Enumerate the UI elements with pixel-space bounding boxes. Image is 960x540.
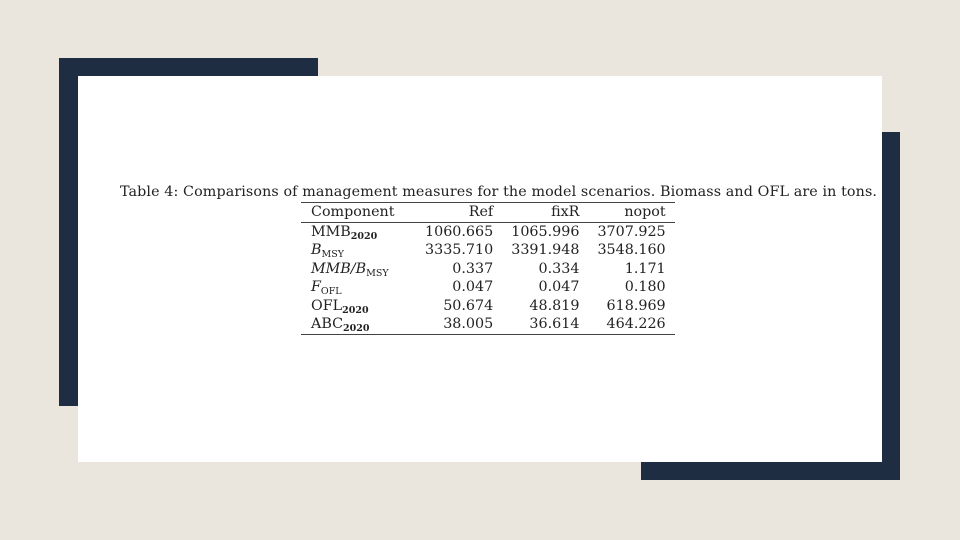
row-label: MMB/$B_{MSY}$ bbox=[311, 260, 389, 279]
table-row bbox=[301, 278, 675, 297]
cell-fixr: 0.334 bbox=[538, 260, 580, 277]
cell-nopot: 464.226 bbox=[606, 316, 666, 333]
row-label: $F_{OFL}$ bbox=[311, 279, 342, 298]
table-caption: Table 4: Comparisons of management measures for the model scenarios. Biomass and OFL are in tons. bbox=[120, 184, 878, 200]
cell-nopot: 0.180 bbox=[624, 279, 666, 296]
row-label: $B_{MSY}$ bbox=[311, 242, 345, 261]
table-row bbox=[301, 241, 675, 260]
table-row bbox=[301, 260, 675, 279]
cell-fixr: 36.614 bbox=[529, 316, 580, 333]
cell-fixr: 48.819 bbox=[529, 297, 580, 314]
header-fixr: fixR bbox=[551, 204, 580, 221]
cell-fixr: 1065.996 bbox=[511, 223, 580, 240]
cell-ref: 3335.710 bbox=[425, 242, 494, 259]
row-label: $MMB_{2020}$ bbox=[311, 223, 378, 242]
cell-fixr: 0.047 bbox=[538, 279, 580, 296]
table-row bbox=[301, 315, 675, 334]
header-ref: Ref bbox=[468, 204, 494, 221]
cell-ref: 1060.665 bbox=[425, 223, 494, 240]
cell-ref: 50.674 bbox=[443, 297, 494, 314]
header-nopot: nopot bbox=[624, 204, 666, 221]
header-component: Component bbox=[311, 204, 395, 221]
row-label: $OFL_{2020}$ bbox=[311, 297, 369, 316]
cell-nopot: 1.171 bbox=[624, 260, 666, 277]
cell-ref: 0.047 bbox=[452, 279, 494, 296]
cell-ref: 0.337 bbox=[452, 260, 494, 277]
cell-nopot: 3548.160 bbox=[597, 242, 666, 259]
cell-fixr: 3391.948 bbox=[511, 242, 580, 259]
table-row bbox=[301, 297, 675, 316]
cell-nopot: 3707.925 bbox=[597, 223, 666, 240]
table-row bbox=[301, 222, 675, 241]
slide-content-card bbox=[78, 76, 882, 462]
cell-ref: 38.005 bbox=[443, 316, 494, 333]
row-label: $ABC_{2020}$ bbox=[311, 316, 370, 335]
table-header-row bbox=[301, 203, 675, 223]
comparison-table bbox=[301, 202, 675, 335]
cell-nopot: 618.969 bbox=[606, 297, 666, 314]
